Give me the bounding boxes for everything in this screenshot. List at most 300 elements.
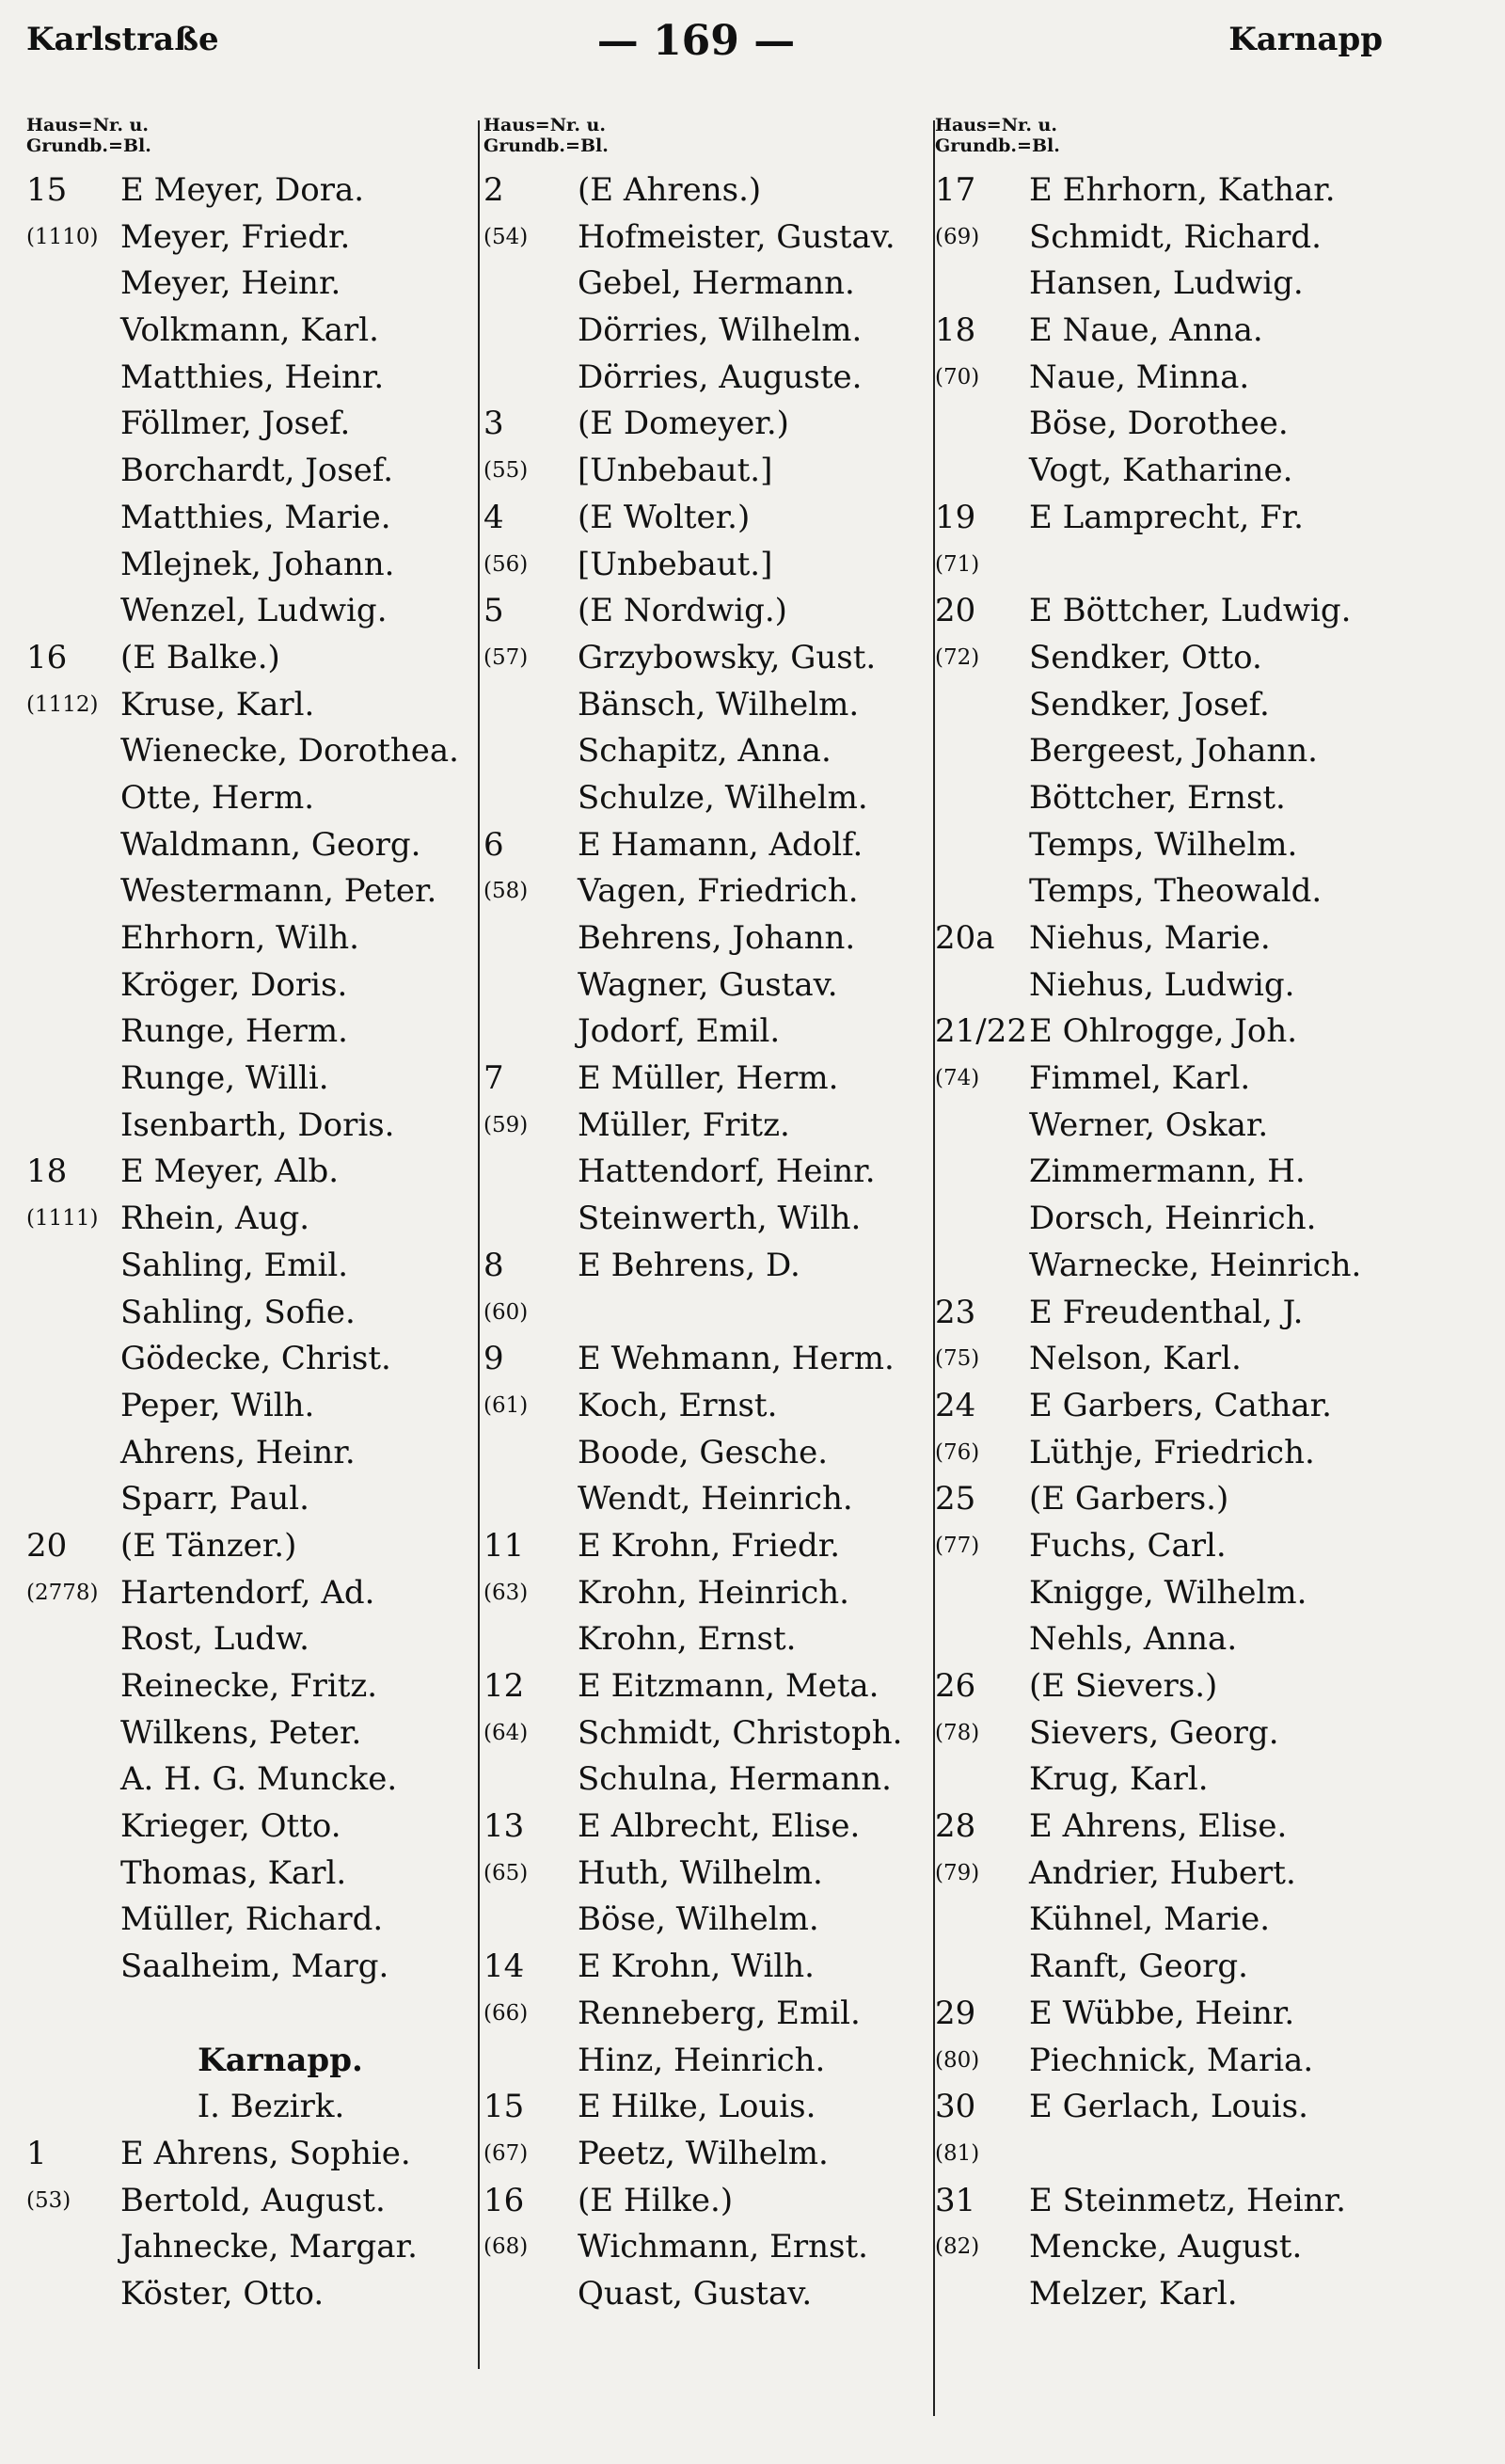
house-number: 31: [935, 2181, 976, 2219]
directory-entry: [935, 1383, 1411, 1430]
resident-name: E Wehmann, Herm.: [578, 1340, 895, 1378]
house-number: 12: [483, 1667, 525, 1705]
house-number: 20a: [935, 919, 995, 957]
house-number: (72): [935, 644, 980, 670]
directory-entry: [935, 2271, 1411, 2318]
running-head-right: Karnapp: [1228, 21, 1383, 58]
directory-entry: [483, 1663, 935, 1710]
resident-name: Hartendorf, Ad.: [120, 1573, 375, 1612]
directory-entry: [935, 1103, 1411, 1150]
directory-entry: [26, 2178, 478, 2225]
directory-entry: [483, 308, 935, 355]
resident-name: E Ehrhorn, Kathar.: [1029, 171, 1336, 209]
column-3: [935, 115, 1411, 2318]
directory-entry: [483, 1851, 935, 1898]
resident-name: (E Sievers.): [1029, 1667, 1218, 1705]
resident-name: Gödecke, Christ.: [120, 1340, 391, 1378]
directory-entry: [26, 1851, 478, 1898]
resident-name: Dorsch, Heinrich.: [1029, 1200, 1317, 1238]
directory-entry: [483, 868, 935, 915]
directory-entry: [483, 635, 935, 682]
house-number: 15: [26, 171, 68, 209]
house-number: 16: [26, 638, 68, 676]
resident-name: Dörries, Auguste.: [578, 358, 863, 396]
house-number: (60): [483, 1299, 529, 1325]
directory-entry: [483, 1991, 935, 2038]
resident-name: [Unbebaut.]: [578, 452, 773, 490]
resident-name: Matthies, Heinr.: [120, 358, 385, 396]
resident-name: E Hamann, Adolf.: [578, 825, 863, 864]
resident-name: (E Hilke.): [578, 2181, 734, 2219]
resident-name: Vagen, Friedrich.: [578, 872, 859, 911]
resident-name: Matthies, Marie.: [120, 498, 391, 536]
directory-entry: [483, 1944, 935, 1991]
house-number: (57): [483, 644, 529, 670]
house-number: (2778): [26, 1580, 99, 1605]
directory-entry: [935, 962, 1411, 1009]
directory-entry: [935, 542, 1411, 589]
directory-entry: [26, 1663, 478, 1710]
resident-name: Temps, Theowald.: [1029, 872, 1323, 911]
directory-entry: [26, 448, 478, 495]
house-number: (58): [483, 879, 529, 904]
resident-name: E Naue, Anna.: [1029, 311, 1263, 350]
directory-entry: [26, 1430, 478, 1477]
resident-name: Müller, Fritz.: [578, 1105, 790, 1144]
resident-name: Jodorf, Emil.: [578, 1012, 781, 1051]
resident-name: Behrens, Johann.: [578, 919, 856, 957]
house-number: (78): [935, 1720, 980, 1745]
resident-name: Melzer, Karl.: [1029, 2274, 1238, 2313]
directory-entry: [26, 868, 478, 915]
house-number: (64): [483, 1720, 529, 1745]
house-number: 7: [483, 1059, 504, 1098]
column-heading-line: Grundb.=Bl.: [935, 135, 1060, 156]
resident-name: Renneberg, Emil.: [578, 1994, 861, 2032]
house-number: 9: [483, 1340, 504, 1378]
resident-name: Sendker, Josef.: [1029, 685, 1270, 723]
directory-entry: [935, 495, 1411, 542]
resident-name: Piechnick, Maria.: [1029, 2041, 1314, 2079]
directory-entry: [483, 1430, 935, 1477]
directory-entry: [483, 1897, 935, 1944]
resident-name: E Hilke, Louis.: [578, 2088, 816, 2126]
resident-name: Grzybowsky, Gust.: [578, 638, 877, 676]
directory-entry: [26, 1476, 478, 1523]
house-number: (65): [483, 1860, 529, 1885]
house-number: 20: [935, 592, 976, 630]
directory-entry: [935, 308, 1411, 355]
directory-entry: [483, 1103, 935, 1150]
resident-name: Quast, Gustav.: [578, 2274, 813, 2313]
resident-name: Mencke, August.: [1029, 2228, 1303, 2266]
house-number: (67): [483, 2140, 529, 2166]
directory-entry: [935, 1570, 1411, 1617]
directory-entry: [483, 1523, 935, 1570]
directory-entry: [935, 1944, 1411, 1991]
resident-name: Schmidt, Richard.: [1029, 217, 1322, 256]
directory-entry: [935, 728, 1411, 775]
directory-entry: [935, 635, 1411, 682]
resident-name: E Freudenthal, J.: [1029, 1293, 1304, 1331]
directory-entry: [935, 1523, 1411, 1570]
resident-name: Lüthje, Friedrich.: [1029, 1433, 1315, 1471]
resident-name: Fuchs, Carl.: [1029, 1526, 1227, 1565]
house-number: (70): [935, 364, 980, 389]
directory-entry: [26, 1056, 478, 1103]
house-number: (55): [483, 458, 529, 484]
resident-name: Wichmann, Ernst.: [578, 2228, 868, 2266]
directory-entry: [26, 822, 478, 869]
directory-entry: [26, 495, 478, 542]
house-number: (77): [935, 1533, 980, 1558]
resident-name: Niehus, Ludwig.: [1029, 965, 1295, 1004]
resident-name: (E Nordwig.): [578, 592, 787, 630]
resident-name: Saalheim, Marg.: [120, 1947, 389, 1986]
house-number: 18: [935, 311, 976, 350]
directory-entry: [935, 1243, 1411, 1290]
directory-entry: [26, 775, 478, 822]
house-number: 5: [483, 592, 504, 630]
resident-name: Niehus, Marie.: [1029, 919, 1271, 957]
directory-entry: [483, 915, 935, 962]
page-number: — 169 —: [596, 17, 796, 65]
resident-name: Bertold, August.: [120, 2181, 386, 2219]
resident-name: (E Ahrens.): [578, 171, 762, 209]
resident-name: Knigge, Wilhelm.: [1029, 1573, 1307, 1612]
directory-entry: [935, 2224, 1411, 2271]
directory-entry: [483, 1804, 935, 1851]
column-heading: [483, 115, 935, 167]
resident-name: Köster, Otto.: [120, 2274, 325, 2313]
resident-name: E Müller, Herm.: [578, 1059, 839, 1098]
resident-name: Ahrens, Heinr.: [120, 1433, 356, 1471]
directory-entry: [935, 2178, 1411, 2225]
resident-name: Warnecke, Heinrich.: [1029, 1246, 1362, 1284]
directory-entry: [26, 1570, 478, 1617]
directory-entry: [935, 1290, 1411, 1337]
column-heading: [26, 115, 478, 167]
house-number: (1110): [26, 224, 99, 249]
house-number: 21/22: [935, 1012, 1027, 1051]
resident-name: Sahling, Emil.: [120, 1246, 349, 1284]
house-number: 13: [483, 1807, 525, 1846]
resident-name: Krieger, Otto.: [120, 1807, 341, 1846]
resident-name: E Lamprecht, Fr.: [1029, 498, 1304, 536]
resident-name: Isenbarth, Doris.: [120, 1105, 395, 1144]
directory-entry: [935, 1149, 1411, 1196]
resident-name: Fimmel, Karl.: [1029, 1059, 1251, 1098]
house-number: (79): [935, 1860, 980, 1885]
directory-entry: [483, 682, 935, 729]
resident-name: Wagner, Gustav.: [578, 965, 838, 1004]
resident-name: Vogt, Katharine.: [1029, 452, 1293, 490]
directory-entry: [26, 2224, 478, 2271]
resident-name: Andrier, Hubert.: [1029, 1853, 1296, 1892]
resident-name: Sievers, Georg.: [1029, 1713, 1279, 1752]
directory-entry: [26, 588, 478, 635]
resident-name: Hattendorf, Heinr.: [578, 1153, 876, 1191]
directory-entry: [483, 2131, 935, 2178]
house-number: (54): [483, 224, 529, 249]
directory-entry: [483, 775, 935, 822]
house-number: (53): [26, 2187, 71, 2213]
directory-entry: [26, 1243, 478, 1290]
directory-entry: [26, 1616, 478, 1663]
directory-entry: [935, 2038, 1411, 2085]
directory-entry: [483, 1710, 935, 1757]
directory-entry: [483, 962, 935, 1009]
directory-entry: [26, 1383, 478, 1430]
directory-entry: [26, 1009, 478, 1056]
directory-entry: [483, 2271, 935, 2318]
house-number: 1: [26, 2134, 47, 2172]
directory-entry: [483, 822, 935, 869]
entry-list: [483, 167, 935, 2318]
directory-entry: [935, 1710, 1411, 1757]
house-number: 19: [935, 498, 976, 536]
resident-name: [Unbebaut.]: [578, 545, 773, 583]
resident-name: E Meyer, Alb.: [120, 1153, 340, 1191]
house-number: 8: [483, 1246, 504, 1284]
directory-entry: [935, 1009, 1411, 1056]
column-heading-line: Haus=Nr. u.: [26, 115, 149, 135]
directory-entry: [935, 167, 1411, 215]
directory-entry: [483, 1616, 935, 1663]
directory-entry: [935, 588, 1411, 635]
directory-entry: [26, 635, 478, 682]
resident-name: E Ohlrogge, Joh.: [1029, 1012, 1298, 1051]
directory-entry: [26, 1991, 478, 2038]
resident-name: Müller, Richard.: [120, 1900, 384, 1939]
resident-name: Böttcher, Ernst.: [1029, 778, 1286, 817]
resident-name: Wienecke, Dorothea.: [120, 732, 459, 771]
directory-entry: [26, 1196, 478, 1243]
directory-entry: [935, 1804, 1411, 1851]
resident-name: Mlejnek, Johann.: [120, 545, 395, 583]
resident-name: Bergeest, Johann.: [1029, 732, 1318, 771]
resident-name: Nelson, Karl.: [1029, 1340, 1242, 1378]
resident-name: Hinz, Heinrich.: [578, 2041, 826, 2079]
directory-entry: [26, 308, 478, 355]
section-title: Karnapp.: [198, 2041, 363, 2079]
resident-name: E Eitzmann, Meta.: [578, 1667, 879, 1705]
directory-entry: [935, 2131, 1411, 2178]
house-number: (61): [483, 1392, 529, 1418]
directory-entry: [483, 2224, 935, 2271]
directory-entry: [26, 2131, 478, 2178]
resident-name: Sparr, Paul.: [120, 1480, 309, 1518]
house-number: 2: [483, 171, 504, 209]
resident-name: Sendker, Otto.: [1029, 638, 1262, 676]
resident-name: Schulze, Wilhelm.: [578, 778, 868, 817]
directory-entry: [483, 167, 935, 215]
directory-entry: [483, 1757, 935, 1804]
resident-name: Naue, Minna.: [1029, 358, 1250, 396]
directory-entry: [483, 1196, 935, 1243]
directory-entry: [26, 1897, 478, 1944]
directory-entry: [935, 448, 1411, 495]
directory-entry: [935, 2084, 1411, 2131]
directory-entry: [483, 1149, 935, 1196]
directory-entry: [935, 355, 1411, 402]
directory-entry: [26, 355, 478, 402]
entry-list: [935, 167, 1411, 2318]
resident-name: Borchardt, Josef.: [120, 452, 394, 490]
house-number: (56): [483, 551, 529, 577]
directory-entry: [26, 167, 478, 215]
house-number: (82): [935, 2234, 980, 2260]
resident-name: Böse, Wilhelm.: [578, 1900, 819, 1939]
house-number: (59): [483, 1112, 529, 1137]
house-number: (63): [483, 1580, 529, 1605]
house-number: 20: [26, 1526, 68, 1565]
resident-name: (E Wolter.): [578, 498, 751, 536]
resident-name: Wilkens, Peter.: [120, 1713, 362, 1752]
resident-name: E Krohn, Wilh.: [578, 1947, 815, 1986]
resident-name: E Ahrens, Elise.: [1029, 1807, 1288, 1846]
column-2: [483, 115, 935, 2318]
house-number: (1111): [26, 1206, 99, 1232]
resident-name: Föllmer, Josef.: [120, 405, 351, 443]
directory-entry: [935, 1616, 1411, 1663]
resident-name: Westermann, Peter.: [120, 872, 437, 911]
resident-name: Runge, Willi.: [120, 1059, 329, 1098]
directory-entry: [935, 915, 1411, 962]
resident-name: Schulna, Hermann.: [578, 1760, 892, 1799]
directory-entry: [483, 1290, 935, 1337]
directory-entry: [26, 1804, 478, 1851]
house-number: 17: [935, 171, 976, 209]
resident-name: Peper, Wilh.: [120, 1386, 315, 1424]
directory-entry: [26, 915, 478, 962]
house-number: 6: [483, 825, 504, 864]
directory-entry: [935, 1663, 1411, 1710]
directory-entry: [935, 682, 1411, 729]
resident-name: Reinecke, Fritz.: [120, 1667, 378, 1705]
resident-name: Kühnel, Marie.: [1029, 1900, 1271, 1939]
directory-entry: [483, 1336, 935, 1383]
directory-entry: [26, 542, 478, 589]
directory-entry: [483, 2038, 935, 2085]
resident-name: Ehrhorn, Wilh.: [120, 919, 359, 957]
resident-name: Thomas, Karl.: [120, 1853, 347, 1892]
resident-name: Steinwerth, Wilh.: [578, 1200, 862, 1238]
resident-name: Schmidt, Christoph.: [578, 1713, 903, 1752]
resident-name: Zimmermann, H.: [1029, 1153, 1306, 1191]
column-divider: [478, 120, 480, 2369]
house-number: (76): [935, 1439, 980, 1465]
resident-name: E Garbers, Cathar.: [1029, 1386, 1332, 1424]
directory-entry: [935, 1476, 1411, 1523]
directory-entry: [26, 1710, 478, 1757]
resident-name: Sahling, Sofie.: [120, 1293, 356, 1331]
resident-name: E Krohn, Friedr.: [578, 1526, 841, 1565]
directory-entry: [935, 1056, 1411, 1103]
resident-name: (E Garbers.): [1029, 1480, 1229, 1518]
column-heading-line: Grundb.=Bl.: [26, 135, 151, 156]
resident-name: Huth, Wilhelm.: [578, 1853, 823, 1892]
directory-entry: [483, 1570, 935, 1617]
resident-name: Runge, Herm.: [120, 1012, 348, 1051]
directory-entry: [26, 728, 478, 775]
directory-entry: [935, 822, 1411, 869]
resident-name: Böse, Dorothee.: [1029, 405, 1289, 443]
resident-name: E Behrens, D.: [578, 1246, 800, 1284]
resident-name: E Ahrens, Sophie.: [120, 2134, 411, 2172]
resident-name: Schapitz, Anna.: [578, 732, 832, 771]
resident-name: Nehls, Anna.: [1029, 1620, 1238, 1659]
house-number: (71): [935, 551, 980, 577]
column-heading-line: Grundb.=Bl.: [483, 135, 609, 156]
directory-entry: [483, 401, 935, 448]
directory-entry: [483, 261, 935, 308]
directory-entry: [26, 2271, 478, 2318]
directory-entry: [26, 1757, 478, 1804]
house-number: (66): [483, 2000, 529, 2026]
resident-name: Kruse, Karl.: [120, 685, 315, 723]
directory-entry: [935, 261, 1411, 308]
resident-name: Krohn, Ernst.: [578, 1620, 797, 1659]
column-1: [26, 115, 478, 2318]
directory-entry: [935, 775, 1411, 822]
directory-entry: [483, 2084, 935, 2131]
house-number: 14: [483, 1947, 525, 1986]
directory-entry: [935, 1430, 1411, 1477]
house-number: 15: [483, 2088, 525, 2126]
directory-entry: [483, 448, 935, 495]
resident-name: Temps, Wilhelm.: [1029, 825, 1298, 864]
section-subtitle: I. Bezirk.: [197, 2088, 345, 2126]
house-number: (1112): [26, 692, 99, 717]
directory-entry: [483, 1476, 935, 1523]
directory-entry: [483, 1009, 935, 1056]
resident-name: E Wübbe, Heinr.: [1029, 1994, 1295, 2032]
house-number: 26: [935, 1667, 976, 1705]
directory-entry: [935, 1757, 1411, 1804]
house-number: 30: [935, 2088, 976, 2126]
house-number: 4: [483, 498, 504, 536]
directory-entry: [483, 2178, 935, 2225]
house-number: (81): [935, 2140, 980, 2166]
house-number: 28: [935, 1807, 976, 1846]
resident-name: Hofmeister, Gustav.: [578, 217, 895, 256]
house-number: 23: [935, 1293, 976, 1331]
directory-entry: [483, 588, 935, 635]
directory-entry: [26, 261, 478, 308]
directory-entry: [935, 401, 1411, 448]
directory-entry: [935, 215, 1411, 262]
resident-name: Boode, Gesche.: [578, 1433, 829, 1471]
directory-entry: [483, 1056, 935, 1103]
resident-name: E Steinmetz, Heinr.: [1029, 2181, 1346, 2219]
directory-entry: [26, 1336, 478, 1383]
directory-entry: [935, 868, 1411, 915]
directory-entry: [935, 1336, 1411, 1383]
directory-entry: [483, 1243, 935, 1290]
resident-name: E Böttcher, Ludwig.: [1029, 592, 1352, 630]
directory-entry: [26, 962, 478, 1009]
resident-name: Otte, Herm.: [120, 778, 315, 817]
directory-entry: [935, 1851, 1411, 1898]
column-heading-line: Haus=Nr. u.: [483, 115, 606, 135]
running-head-left: Karlstraße: [26, 21, 219, 58]
directory-entry: [483, 215, 935, 262]
resident-name: Meyer, Heinr.: [120, 264, 341, 303]
resident-name: Waldmann, Georg.: [120, 825, 421, 864]
directory-entry: [483, 495, 935, 542]
house-number: (68): [483, 2234, 529, 2260]
